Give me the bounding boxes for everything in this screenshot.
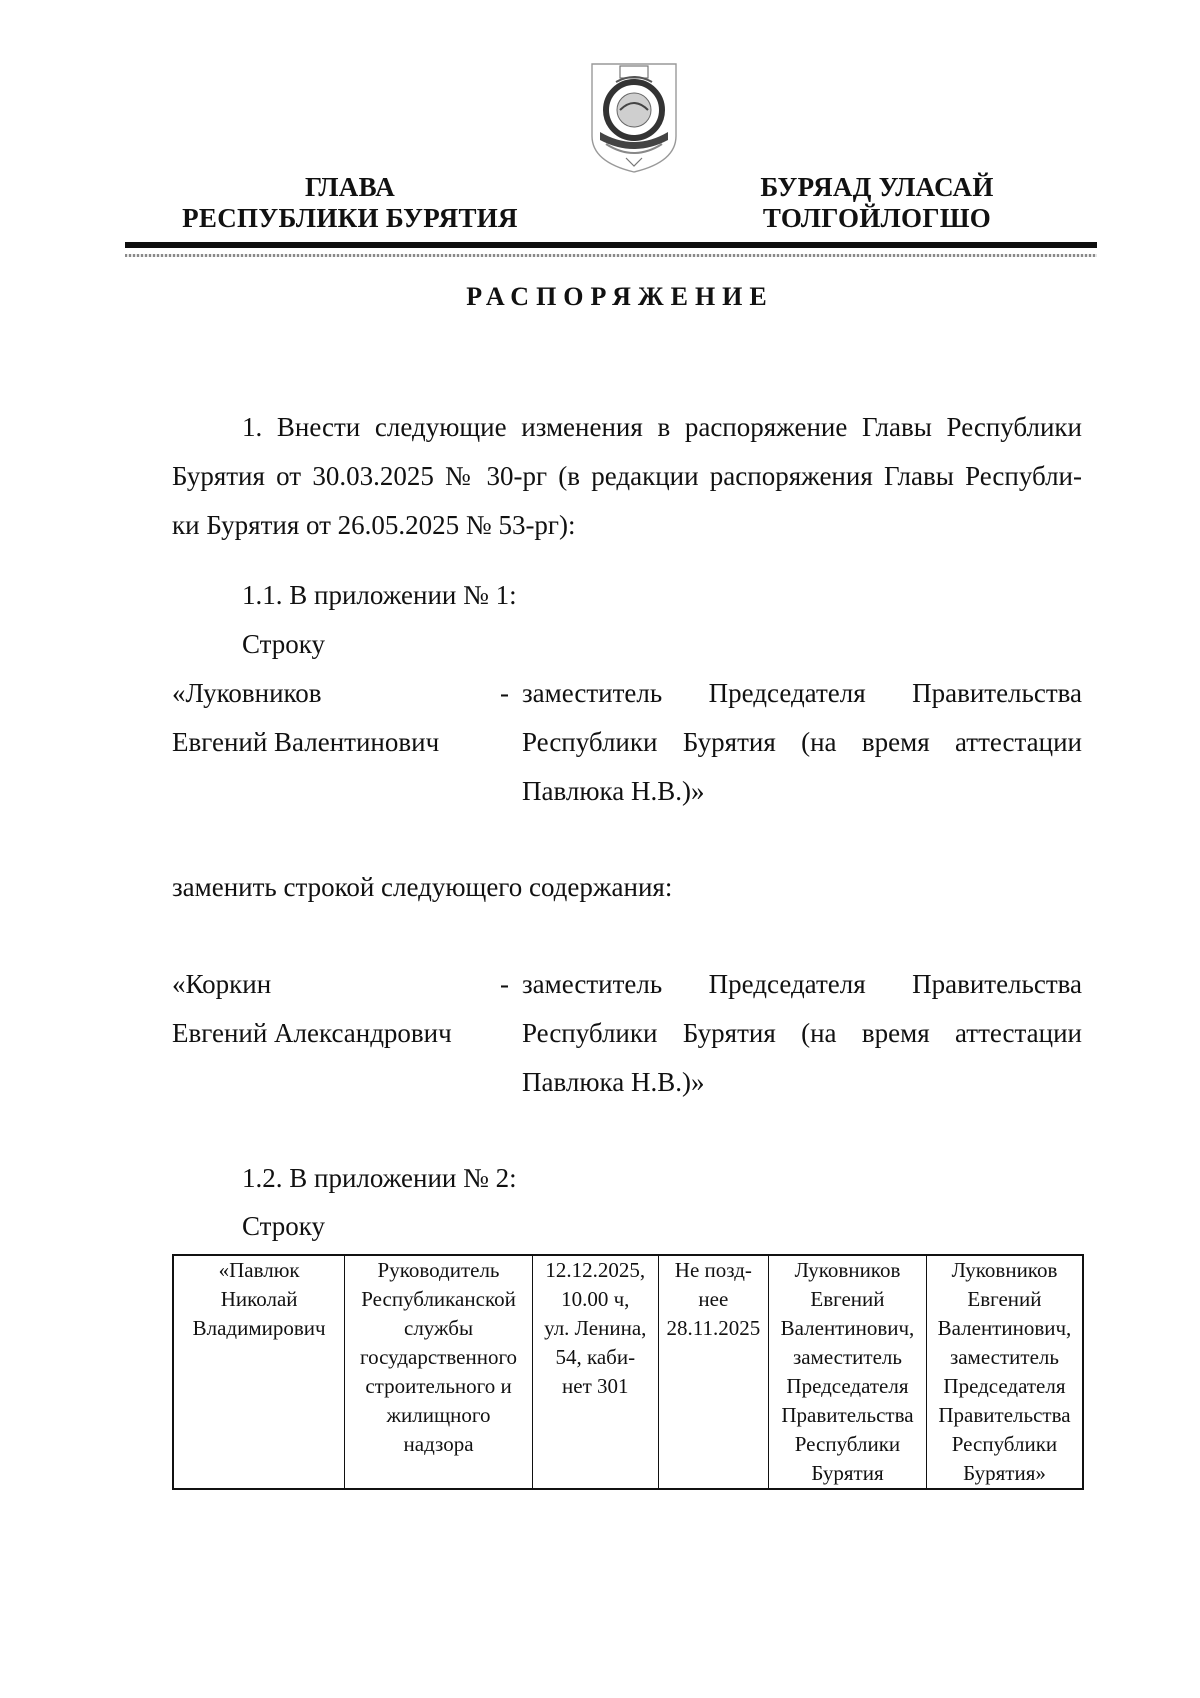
- new-row-name-line1: «Коркин: [172, 969, 272, 999]
- old-row-name-line1: «Луковников: [172, 678, 322, 708]
- replace-text: заменить строкой следующего содержания:: [172, 872, 673, 902]
- coat-of-arms-icon: [586, 58, 682, 176]
- header-left: [170, 172, 530, 234]
- old-row-pos-line3: Павлюка Н.В.)»: [522, 776, 705, 806]
- cell-person: «Павлюк Николай Владимирович: [173, 1255, 345, 1489]
- new-row-pos-line3: Павлюка Н.В.)»: [522, 1067, 705, 1097]
- header-right-line1: БУРЯАД УЛАСАЙ: [760, 172, 994, 202]
- cell-deadline: Не позд- нее 28.11.2025: [658, 1255, 768, 1489]
- header-left-line2: РЕСПУБЛИКИ БУРЯТИЯ: [182, 203, 518, 233]
- cell-date-place: 12.12.2025, 10.00 ч, ул. Ленина, 54, каби- нет 301: [532, 1255, 658, 1489]
- appendix2-table: [172, 1254, 1084, 1490]
- header-right-line2: ТОЛГОЙЛОГШО: [762, 203, 992, 233]
- table-row: [173, 1255, 1083, 1489]
- header-right: [742, 172, 1012, 234]
- new-row-dash: -: [500, 969, 509, 999]
- old-row-pos-line1: заместитель Председателя Правительства: [522, 678, 1082, 708]
- header-left-line1: ГЛАВА: [304, 172, 396, 202]
- old-row-pos-line2: Республики Бурятия (на время аттестации: [522, 727, 1082, 757]
- header-divider-thin: [125, 254, 1097, 257]
- para1-line2: Бурятия от 30.03.2025 № 30-рг (в редакции распоряжения Главы Республи-: [172, 461, 1082, 491]
- new-row-pos-line2: Республики Бурятия (на время аттестации: [522, 1018, 1082, 1048]
- document-title: РАСПОРЯЖЕНИЕ: [466, 282, 774, 311]
- old-row-name-line2: Евгений Валентинович: [172, 727, 440, 757]
- new-row-pos-line1: заместитель Председателя Правительства: [522, 969, 1082, 999]
- item-1-2: 1.2. В приложении № 2:: [242, 1163, 517, 1193]
- cell-position: Руководитель Республиканской службы государственного строительного и жилищного надзора: [345, 1255, 533, 1489]
- para1-line3: ки Бурятия от 26.05.2025 № 53-рг):: [172, 510, 576, 540]
- new-row-name-line2: Евгений Александрович: [172, 1018, 452, 1048]
- header-divider-thick: [125, 242, 1097, 248]
- stroku-2: Строку: [242, 1211, 326, 1241]
- cell-chair: Луковников Евгений Валентинович, заместитель Председателя Правительства Республики Бурятия: [769, 1255, 927, 1489]
- old-row-dash: -: [500, 678, 509, 708]
- cell-approver: Луковников Евгений Валентинович, заместитель Председателя Правительства Республики Бурятия»: [926, 1255, 1083, 1489]
- para1-line1: 1. Внести следующие изменения в распоряжение Главы Республики: [242, 412, 1082, 442]
- stroku-1: Строку: [242, 629, 326, 659]
- item-1-1: 1.1. В приложении № 1:: [242, 580, 517, 610]
